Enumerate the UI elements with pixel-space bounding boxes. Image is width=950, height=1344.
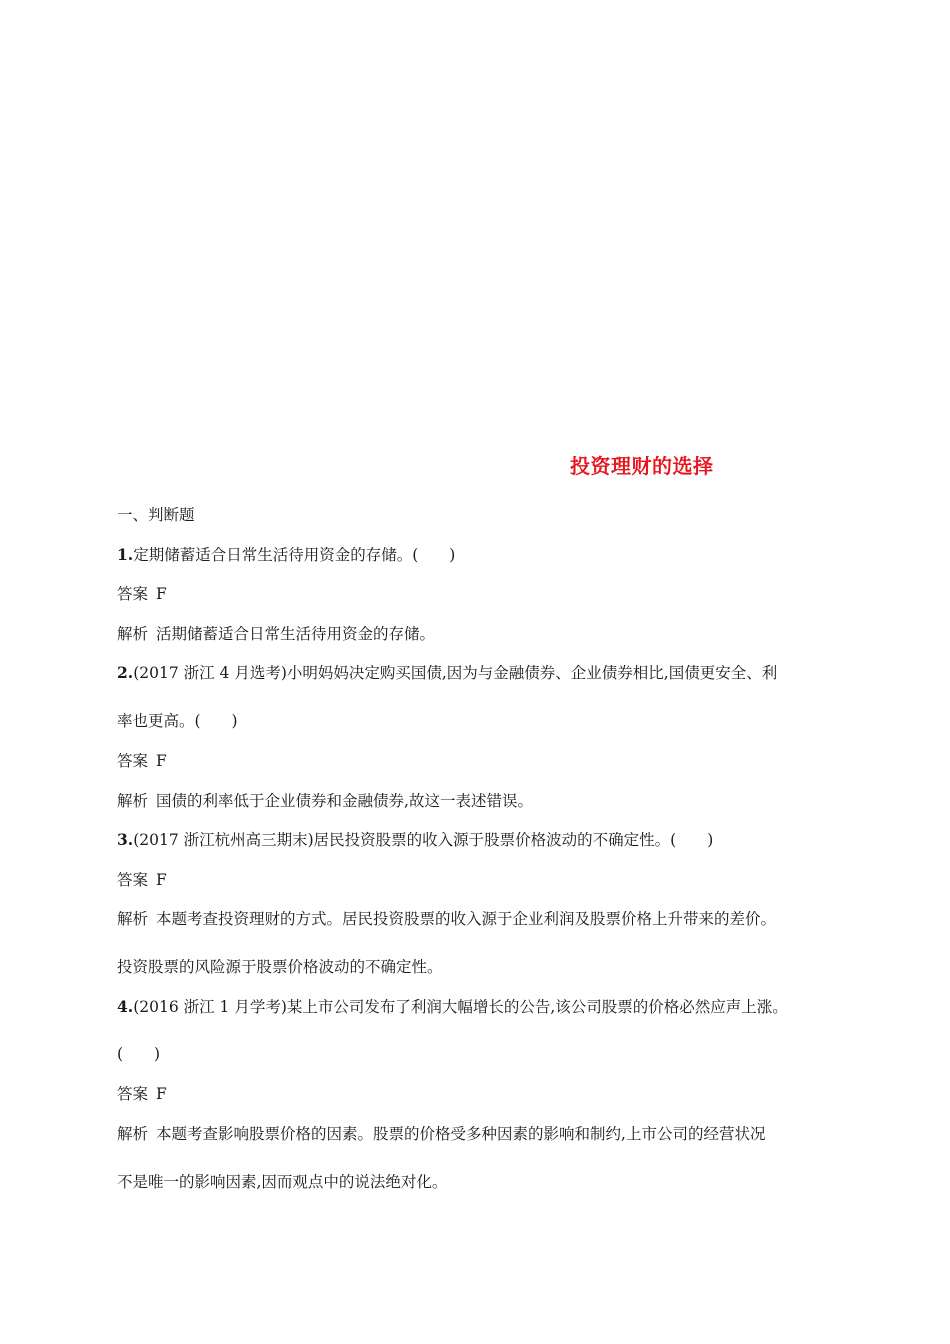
answer-label: 答案 bbox=[117, 1085, 149, 1103]
question-2 bbox=[117, 663, 777, 683]
question-4-continued: ( ) bbox=[117, 1045, 161, 1063]
analysis-4 bbox=[117, 1124, 765, 1144]
section-heading: 一、判断题 bbox=[117, 506, 195, 524]
analysis-text: 本题考查影响股票价格的因素。股票的价格受多种因素的影响和制约,上市公司的经营状况 bbox=[156, 1125, 766, 1143]
answer-2 bbox=[117, 751, 167, 771]
question-number: 2. bbox=[117, 663, 134, 682]
analysis-4-continued: 不是唯一的影响因素,因而观点中的说法绝对化。 bbox=[117, 1173, 448, 1191]
answer-label: 答案 bbox=[117, 752, 149, 770]
question-text: (2017 浙江杭州高三期末)居民投资股票的收入源于股票价格波动的不确定性。( ) bbox=[133, 831, 714, 849]
analysis-3 bbox=[117, 909, 776, 929]
answer-label: 答案 bbox=[117, 585, 149, 603]
answer-1 bbox=[117, 584, 167, 604]
question-number: 1. bbox=[117, 545, 134, 564]
analysis-2 bbox=[117, 791, 533, 811]
analysis-text: 活期储蓄适合日常生活待用资金的存储。 bbox=[156, 625, 436, 643]
analysis-1 bbox=[117, 624, 435, 644]
question-text: 定期储蓄适合日常生活待用资金的存储。( ) bbox=[133, 546, 456, 564]
question-2-continued: 率也更高。( ) bbox=[117, 712, 238, 730]
answer-value: F bbox=[156, 1085, 167, 1103]
question-text: (2016 浙江 1 月学考)某上市公司发布了利润大幅增长的公告,该公司股票的价格必然应声上涨。 bbox=[133, 998, 788, 1016]
answer-4 bbox=[117, 1084, 167, 1104]
analysis-3-continued: 投资股票的风险源于股票价格波动的不确定性。 bbox=[117, 958, 443, 976]
question-number: 4. bbox=[117, 997, 134, 1016]
analysis-text: 本题考查投资理财的方式。居民投资股票的收入源于企业利润及股票价格上升带来的差价。 bbox=[156, 910, 777, 928]
answer-3 bbox=[117, 870, 167, 890]
analysis-label: 解析 bbox=[117, 625, 149, 643]
answer-value: F bbox=[156, 585, 167, 603]
answer-value: F bbox=[156, 871, 167, 889]
question-3 bbox=[117, 830, 713, 850]
analysis-label: 解析 bbox=[117, 1125, 149, 1143]
answer-value: F bbox=[156, 752, 167, 770]
analysis-label: 解析 bbox=[117, 910, 149, 928]
analysis-label: 解析 bbox=[117, 792, 149, 810]
question-number: 3. bbox=[117, 830, 134, 849]
question-4 bbox=[117, 997, 788, 1017]
page-title: 投资理财的选择 bbox=[570, 454, 714, 478]
question-1 bbox=[117, 545, 455, 565]
answer-label: 答案 bbox=[117, 871, 149, 889]
question-text: (2017 浙江 4 月选考)小明妈妈决定购买国债,因为与金融债券、企业债券相比,国债更安全、利 bbox=[133, 664, 778, 682]
analysis-text: 国债的利率低于企业债券和金融债券,故这一表述错误。 bbox=[156, 792, 533, 810]
